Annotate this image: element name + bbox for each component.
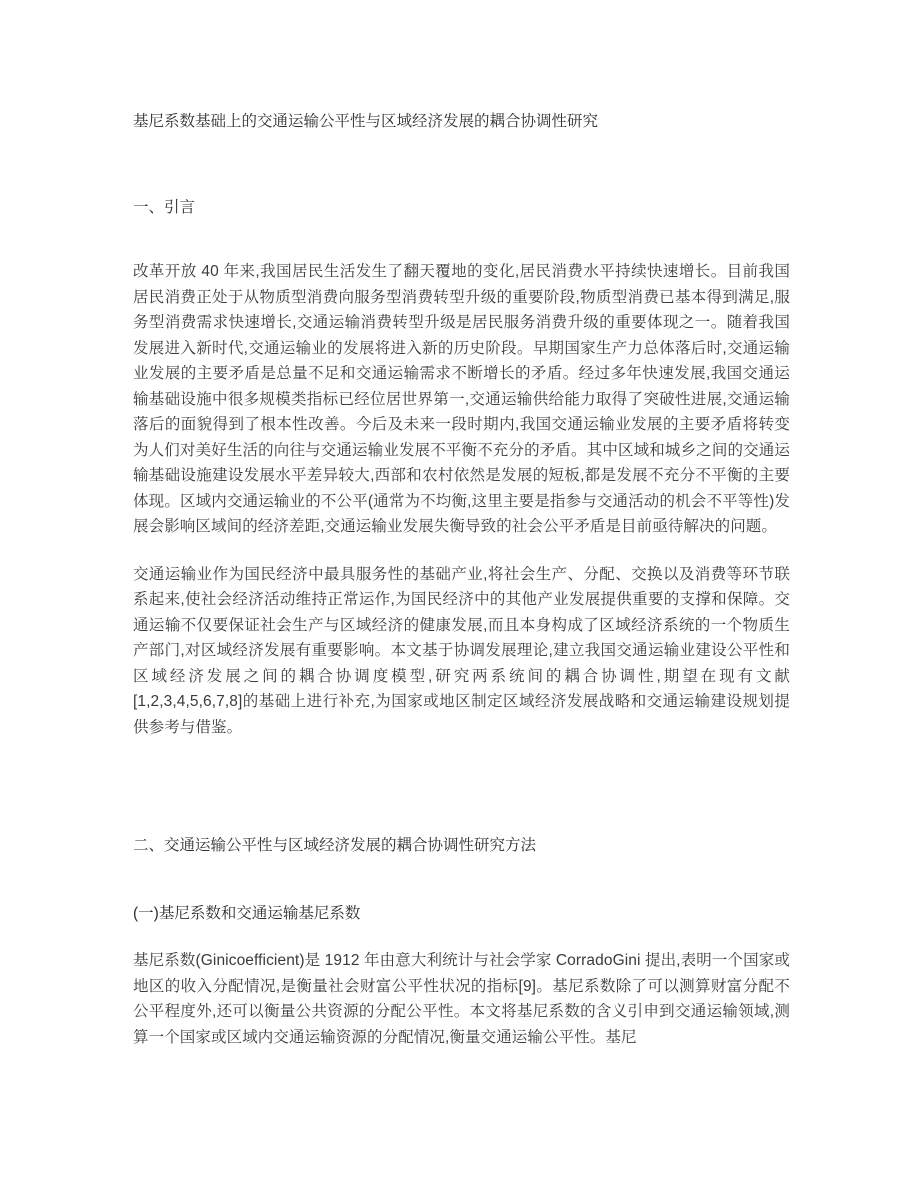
paragraph-gini-coefficient-1: 基尼系数(Ginicoefficient)是 1912 年由意大利统计与社会学家 CorradoGini 提出,表明一个国家或地区的收入分配情况,是衡量社会财富公平性状况的指标[9]。基尼系数除了可以测算财富分配不公平程度外,还可以衡量公共资源的分配公平性。本文将基尼系数的含义引申到交通运输领域,测算一个国家或区域内交通运输资源的分配情况,衡量交通运输公平性。基尼 bbox=[133, 952, 790, 1046]
subsection-heading-gini-coefficient: (一)基尼系数和交通运输基尼系数 bbox=[133, 904, 361, 922]
paragraph-introduction-2: 交通运输业作为国民经济中最具服务性的基础产业,将社会生产、分配、交换以及消费等环节联系起来,使社会经济活动维持正常运作,为国民经济中的其他产业发展提供重要的支撑和保障。交通运输不仅要保证社会生产与区域经济的健康发展,而且本身构成了区域经济系统的一个物质生产部门,对区域经济发展有重要影响。本文基于协调发展理论,建立我国交通运输业建设公平性和区域经济发展之间的耦合协调度模型,研究两系统间的耦合协调性,期望在现有文献[1,2,3,4,5,6,7,8]的基础上进行补充,为国家或地区制定区域经济发展战略和交通运输建设规划提供参考与借鉴。 bbox=[133, 565, 790, 736]
document-title: 基尼系数基础上的交通运输公平性与区域经济发展的耦合协调性研究 bbox=[133, 113, 599, 130]
section-heading-introduction: 一、引言 bbox=[133, 198, 196, 216]
section-heading-method: 二、交通运输公平性与区域经济发展的耦合协调性研究方法 bbox=[133, 837, 537, 854]
paragraph-introduction-1: 改革开放 40 年来,我国居民生活发生了翻天覆地的变化,居民消费水平持续快速增长。目前我国居民消费正处于从物质型消费向服务型消费转型升级的重要阶段,物质型消费已基本得到满足,服务型消费需求快速增长,交通运输消费转型升级是居民服务消费升级的重要体现之一。随着我国发展进入新时代,交通运输业的发展将进入新的历史阶段。早期国家生产力总体落后时,交通运输业发展的主要矛盾是总量不足和交通运输需求不断增长的矛盾。经过多年快速发展,我国交通运输基础设施中很多规模类指标已经位居世界第一,交通运输供给能力取得了突破性进展,交通运输落后的面貌得到了根本性改善。今后及未来一段时期内,我国交通运输业发展的主要矛盾将转变为人们对美好生活的向往与交通运输业发展不平衡不充分的矛盾。其中区域和城乡之间的交通运输基础设施建设发展水平差异较大,西部和农村依然是发展的短板,都是发展不充分不平衡的主要体现。区域内交通运输业的不公平(通常为不均衡,这里主要是指参与交通活动的机会不平等性)发展会影响区域间的经济差距,交通运输业发展失衡导致的社会公平矛盾是目前亟待解决的问题。 bbox=[133, 263, 790, 535]
